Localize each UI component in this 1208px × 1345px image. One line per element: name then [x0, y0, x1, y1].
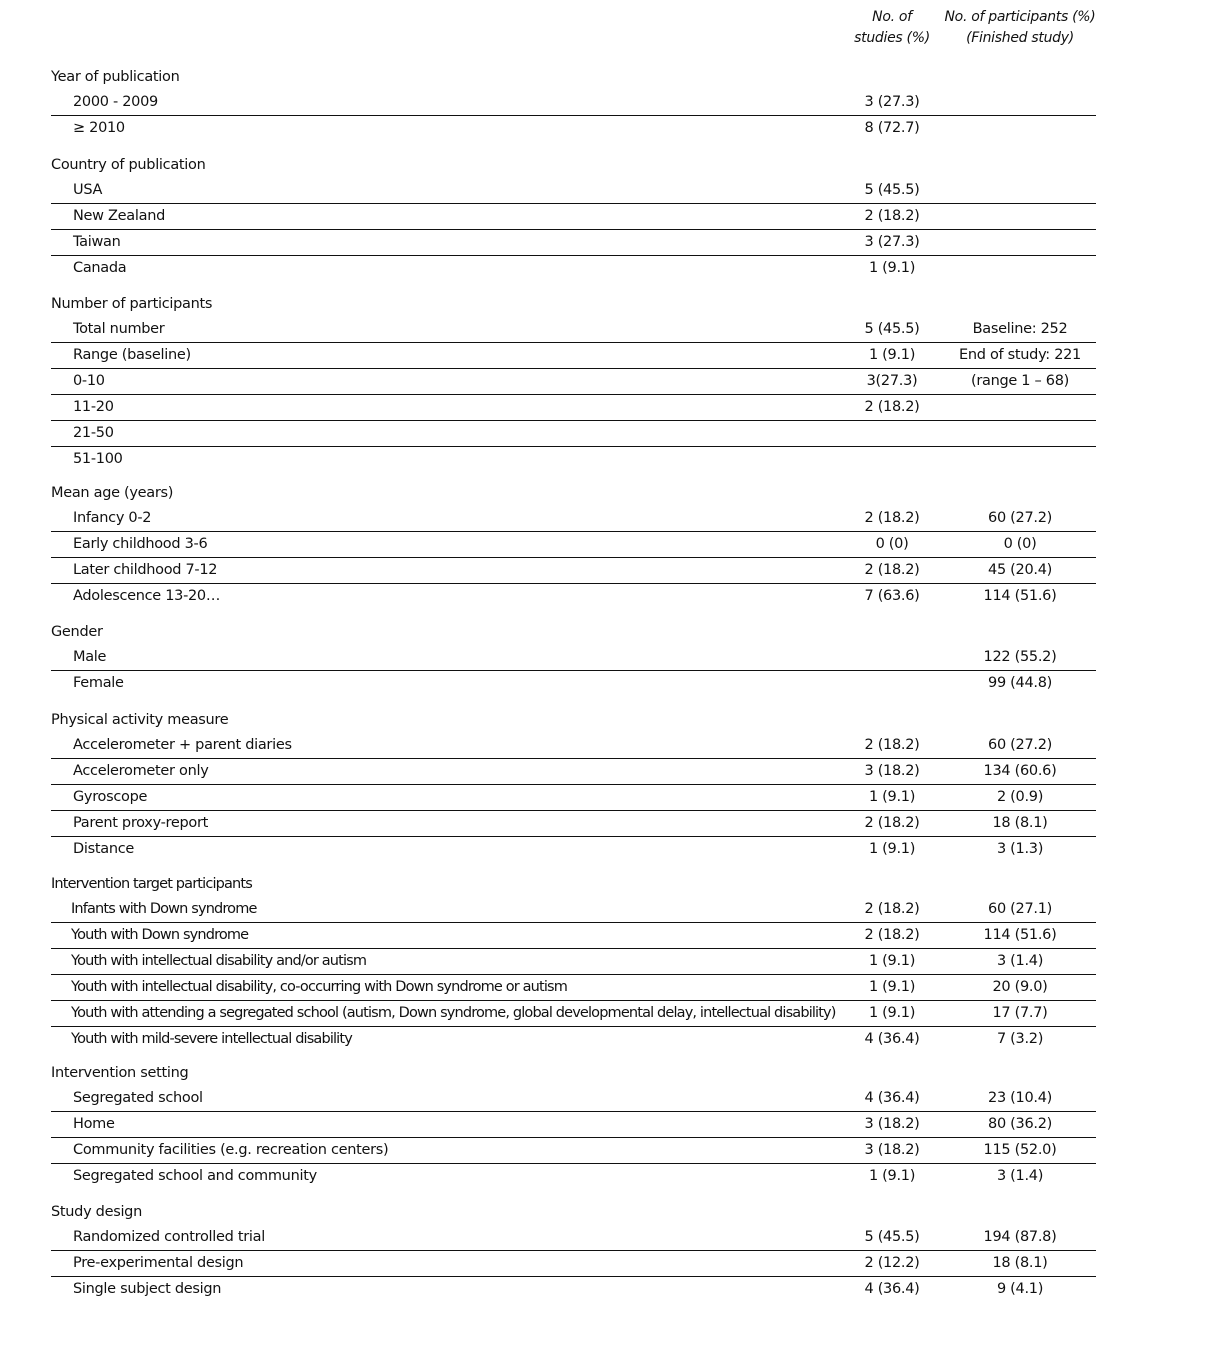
- table-row: [51, 784, 1096, 810]
- table-section: [51, 1061, 1096, 1189]
- table-section: [51, 481, 1096, 609]
- table-row: [51, 255, 1096, 281]
- row-label: Infancy 0-2: [73, 510, 152, 526]
- row-label: Male: [73, 649, 107, 665]
- participants-value: End of study: 221: [959, 347, 1081, 363]
- participants-value: 194 (87.8): [983, 1229, 1057, 1245]
- studies-value: 4 (36.4): [864, 1031, 920, 1047]
- studies-value: 1 (9.1): [868, 979, 916, 995]
- table-row: [51, 810, 1096, 836]
- row-label: Total number: [73, 321, 165, 337]
- section-title: Intervention target participants: [51, 876, 252, 892]
- table-row: [51, 1086, 1096, 1111]
- studies-value: 5 (45.5): [864, 1229, 920, 1245]
- table-row: [51, 974, 1096, 1000]
- table-row: [51, 733, 1096, 758]
- row-label: Segregated school and community: [73, 1168, 317, 1184]
- table-row: [51, 645, 1096, 670]
- participants-value: 3 (1.4): [996, 953, 1044, 969]
- column-header-studies-line2: studies (%): [854, 30, 930, 46]
- column-header-studies: [840, 7, 944, 49]
- studies-value: 3 (18.2): [864, 1142, 920, 1158]
- participants-value: 9 (4.1): [996, 1281, 1044, 1297]
- row-label: Distance: [73, 841, 135, 857]
- row-label: Infants with Down syndrome: [71, 901, 257, 917]
- row-label: Adolescence 13-20…: [73, 588, 221, 604]
- studies-value: 1 (9.1): [868, 789, 916, 805]
- row-label: ≥ 2010: [73, 120, 125, 136]
- studies-value: 3 (27.3): [864, 234, 920, 250]
- studies-value: 1 (9.1): [868, 953, 916, 969]
- section-title: Country of publication: [51, 157, 206, 173]
- row-label: 21-50: [73, 425, 114, 441]
- participants-value: 60 (27.1): [988, 901, 1052, 917]
- participants-value: 45 (20.4): [988, 562, 1052, 578]
- section-title: Year of publication: [51, 69, 180, 85]
- table-row: [51, 178, 1096, 203]
- studies-value: 1 (9.1): [868, 841, 916, 857]
- participants-value: 60 (27.2): [988, 510, 1052, 526]
- studies-value: 7 (63.6): [864, 588, 920, 604]
- row-label: Pre-experimental design: [73, 1255, 244, 1271]
- table-row: [51, 342, 1096, 368]
- studies-value: 2 (18.2): [864, 562, 920, 578]
- row-label: USA: [73, 182, 103, 198]
- section-title: Mean age (years): [51, 485, 174, 501]
- participants-value: 20 (9.0): [992, 979, 1048, 995]
- participants-value: 7 (3.2): [996, 1031, 1044, 1047]
- table-row: [51, 583, 1096, 609]
- table-row: [51, 420, 1096, 446]
- row-label: Randomized controlled trial: [73, 1229, 265, 1245]
- participants-value: 122 (55.2): [983, 649, 1057, 665]
- row-label: 0-10: [73, 373, 105, 389]
- table-row: [51, 115, 1096, 141]
- studies-value: 2 (18.2): [864, 737, 920, 753]
- table-section: [51, 620, 1096, 696]
- studies-value: 3(27.3): [866, 373, 918, 389]
- studies-value: 1 (9.1): [868, 347, 916, 363]
- participants-value: 60 (27.2): [988, 737, 1052, 753]
- studies-value: 3 (18.2): [864, 1116, 920, 1132]
- table-section: [51, 1200, 1096, 1302]
- participants-value: 80 (36.2): [988, 1116, 1052, 1132]
- participants-value: 134 (60.6): [983, 763, 1057, 779]
- studies-value: 0 (0): [875, 536, 909, 552]
- row-label: Community facilities (e.g. recreation centers): [73, 1142, 389, 1158]
- row-label: Female: [73, 675, 124, 691]
- table-row: [51, 922, 1096, 948]
- table-row: [51, 1111, 1096, 1137]
- table-row: [51, 1026, 1096, 1052]
- table-row: [51, 1250, 1096, 1276]
- table-row: [51, 758, 1096, 784]
- studies-value: 2 (18.2): [864, 927, 920, 943]
- row-label: Accelerometer only: [73, 763, 209, 779]
- section-title: Number of participants: [51, 296, 213, 312]
- row-label: Taiwan: [73, 234, 121, 250]
- table-row: [51, 557, 1096, 583]
- participants-value: 2 (0.9): [996, 789, 1044, 805]
- table-row: [51, 1163, 1096, 1189]
- row-label: New Zealand: [73, 208, 165, 224]
- table-row: [51, 1225, 1096, 1250]
- row-label: Segregated school: [73, 1090, 203, 1106]
- studies-value: 2 (18.2): [864, 815, 920, 831]
- participants-value: 114 (51.6): [983, 927, 1057, 943]
- row-label: Youth with mild-severe intellectual disability: [71, 1031, 352, 1047]
- row-label: Gyroscope: [73, 789, 148, 805]
- table-row: [51, 368, 1096, 394]
- table-row: [51, 531, 1096, 557]
- row-label: Canada: [73, 260, 127, 276]
- studies-value: 2 (18.2): [864, 901, 920, 917]
- studies-value: 4 (36.4): [864, 1090, 920, 1106]
- table-section: [51, 65, 1096, 141]
- studies-value: 8 (72.7): [864, 120, 920, 136]
- section-title: Study design: [51, 1204, 142, 1220]
- row-label: Later childhood 7-12: [73, 562, 218, 578]
- row-label: Youth with intellectual disability and/or autism: [71, 953, 367, 969]
- table-row: [51, 1000, 1096, 1026]
- participants-value: 0 (0): [1003, 536, 1037, 552]
- section-title: Intervention setting: [51, 1065, 189, 1081]
- participants-value: 115 (52.0): [983, 1142, 1057, 1158]
- table-row: [51, 229, 1096, 255]
- participants-value: 18 (8.1): [992, 815, 1048, 831]
- participants-value: 17 (7.7): [992, 1005, 1048, 1021]
- table-row: [51, 90, 1096, 115]
- section-title: Physical activity measure: [51, 712, 229, 728]
- table-row: [51, 506, 1096, 531]
- column-header-participants: [944, 7, 1096, 49]
- table-row: [51, 446, 1096, 472]
- column-header-participants-line1: No. of participants (%): [944, 9, 1096, 25]
- participants-value: 3 (1.4): [996, 1168, 1044, 1184]
- studies-value: 1 (9.1): [868, 260, 916, 276]
- table-section: [51, 708, 1096, 862]
- participants-value: 3 (1.3): [996, 841, 1044, 857]
- row-label: Range (baseline): [73, 347, 191, 363]
- table-section: [51, 153, 1096, 281]
- table-row: [51, 897, 1096, 922]
- row-label: Youth with intellectual disability, co-occurring with Down syndrome or autism: [71, 979, 568, 995]
- studies-value: 2 (18.2): [864, 208, 920, 224]
- row-label: 51-100: [73, 451, 123, 467]
- table-section: [51, 292, 1096, 472]
- table-row: [51, 203, 1096, 229]
- column-header-participants-line2: (Finished study): [966, 30, 1074, 46]
- participants-value: 23 (10.4): [988, 1090, 1052, 1106]
- table-row: [51, 1137, 1096, 1163]
- studies-value: 3 (18.2): [864, 763, 920, 779]
- participants-value: 18 (8.1): [992, 1255, 1048, 1271]
- column-header-studies-line1: No. of: [872, 9, 912, 25]
- studies-value: 1 (9.1): [868, 1005, 916, 1021]
- studies-value: 2 (18.2): [864, 399, 920, 415]
- table-row: [51, 1276, 1096, 1302]
- studies-value: 4 (36.4): [864, 1281, 920, 1297]
- row-label: 11-20: [73, 399, 114, 415]
- studies-value: 3 (27.3): [864, 94, 920, 110]
- row-label: Youth with Down syndrome: [71, 927, 249, 943]
- row-label: 2000 - 2009: [73, 94, 158, 110]
- studies-value: 1 (9.1): [868, 1168, 916, 1184]
- studies-value: 2 (18.2): [864, 510, 920, 526]
- table-row: [51, 670, 1096, 696]
- table-row: [51, 836, 1096, 862]
- row-label: Accelerometer + parent diaries: [73, 737, 292, 753]
- studies-value: 5 (45.5): [864, 321, 920, 337]
- table-row: [51, 317, 1096, 342]
- studies-value: 5 (45.5): [864, 182, 920, 198]
- participants-value: Baseline: 252: [972, 321, 1068, 337]
- table-row: [51, 394, 1096, 420]
- participants-value: (range 1 – 68): [970, 373, 1070, 389]
- row-label: Single subject design: [73, 1281, 222, 1297]
- studies-value: 2 (12.2): [864, 1255, 920, 1271]
- participants-value: 114 (51.6): [983, 588, 1057, 604]
- row-label: Youth with attending a segregated school (autism, Down syndrome, global developmental delay, intellectual disability): [71, 1005, 836, 1021]
- row-label: Parent proxy-report: [73, 815, 209, 831]
- row-label: Early childhood 3-6: [73, 536, 208, 552]
- section-title: Gender: [51, 624, 103, 640]
- participants-value: 99 (44.8): [988, 675, 1052, 691]
- table-row: [51, 948, 1096, 974]
- table-section: [51, 872, 1096, 1052]
- row-label: Home: [73, 1116, 115, 1132]
